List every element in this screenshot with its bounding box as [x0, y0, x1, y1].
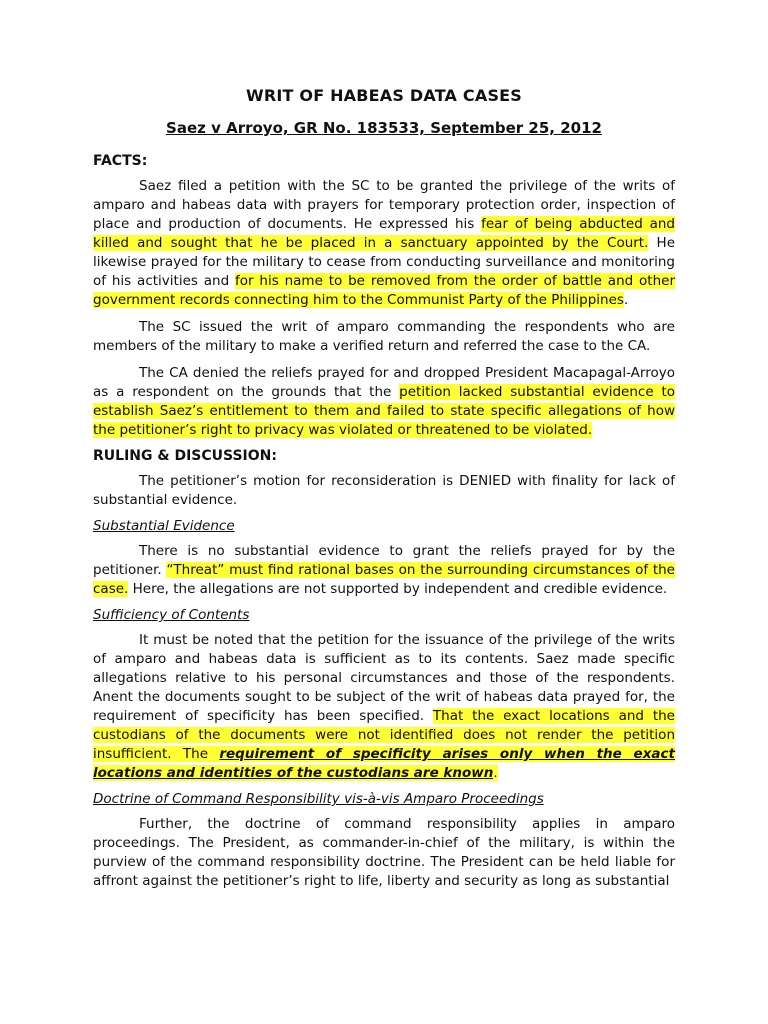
text-span: The CA denied the reliefs prayed for and dropped President Macapagal-Arroyo as a respondent on the grounds that the — [93, 365, 675, 400]
highlighted-text: “Threat” must find rational bases on the surrounding circumstances of the case. — [93, 562, 675, 597]
text-span: He likewise prayed for the military to cease from conducting surveillance and monitoring of his activities and — [93, 235, 675, 289]
facts-paragraph-1 — [93, 177, 675, 310]
document-title: WRIT OF HABEAS DATA CASES — [245, 86, 523, 105]
substantial-evidence-heading: Substantial Evidence — [93, 518, 235, 534]
command-responsibility-paragraph: Further, the doctrine of command responsibility applies in amparo proceedings. The President, as commander-in-chief of the military, is within the purview of the command responsibility doctrine. The President can be held liable for affront against the petitioner’s right to life, liberty and security as long as substantial — [93, 816, 675, 889]
ruling-paragraph: The petitioner’s motion for reconsideration is DENIED with finality for lack of substantial evidence. — [93, 473, 675, 508]
highlighted-text: petition lacked substantial evidence to establish Saez’s entitlement to them and failed to state specific allegations of how the petitioner’s right to privacy was violated or threatened to be violated. — [93, 384, 675, 438]
highlighted-text: That the exact locations and the custodians of the documents were not identified does not render the petition insufficient. The — [93, 708, 675, 762]
text-span: Saez filed a petition with the SC to be granted the privilege of the writs of amparo and habeas data with prayers for temporary protection order, inspection of place and production of documents. He expressed his — [93, 178, 675, 232]
command-responsibility-heading: Doctrine of Command Responsibility vis-à-vis Amparo Proceedings — [93, 791, 544, 807]
facts-paragraph-2: The SC issued the writ of amparo commanding the respondents who are members of the military to make a verified return and referred the case to the CA. — [93, 319, 675, 354]
highlighted-text: for his name to be removed from the order of battle and other government records connecting him to the Communist Party of the Philippines — [93, 273, 676, 308]
highlighted-text: fear of being abducted and killed and sought that he be placed in a sanctuary appointed by the Court. — [93, 216, 675, 251]
facts-paragraph-3 — [93, 364, 675, 440]
text-span: There is no substantial evidence to grant the reliefs prayed for by the petitioner. — [93, 543, 675, 578]
ruling-heading: RULING & DISCUSSION: — [93, 448, 277, 464]
facts-heading: FACTS: — [93, 153, 148, 169]
sufficiency-of-contents-paragraph — [93, 631, 675, 783]
text-span: Here, the allegations are not supported by independent and credible evidence. — [128, 581, 668, 597]
emphasized-highlighted-text: requirement of specificity arises only when the exact locations and identities of the custodians are known — [93, 746, 675, 781]
highlighted-text: . — [493, 765, 498, 781]
substantial-evidence-paragraph — [93, 542, 675, 599]
case-citation: Saez v Arroyo, GR No. 183533, September 25, 2012 — [166, 119, 602, 137]
text-span: It must be noted that the petition for the issuance of the privilege of the writs of amparo and habeas data is sufficient as to its contents. Saez made specific allegations relative to his personal circumstances and those of the respondents. Anent the documents sought to be subject of the writ of habeas data prayed for, the requirement of specificity has been specified. — [93, 632, 675, 724]
text-span: . — [623, 292, 629, 308]
sufficiency-of-contents-heading: Sufficiency of Contents — [93, 607, 250, 623]
